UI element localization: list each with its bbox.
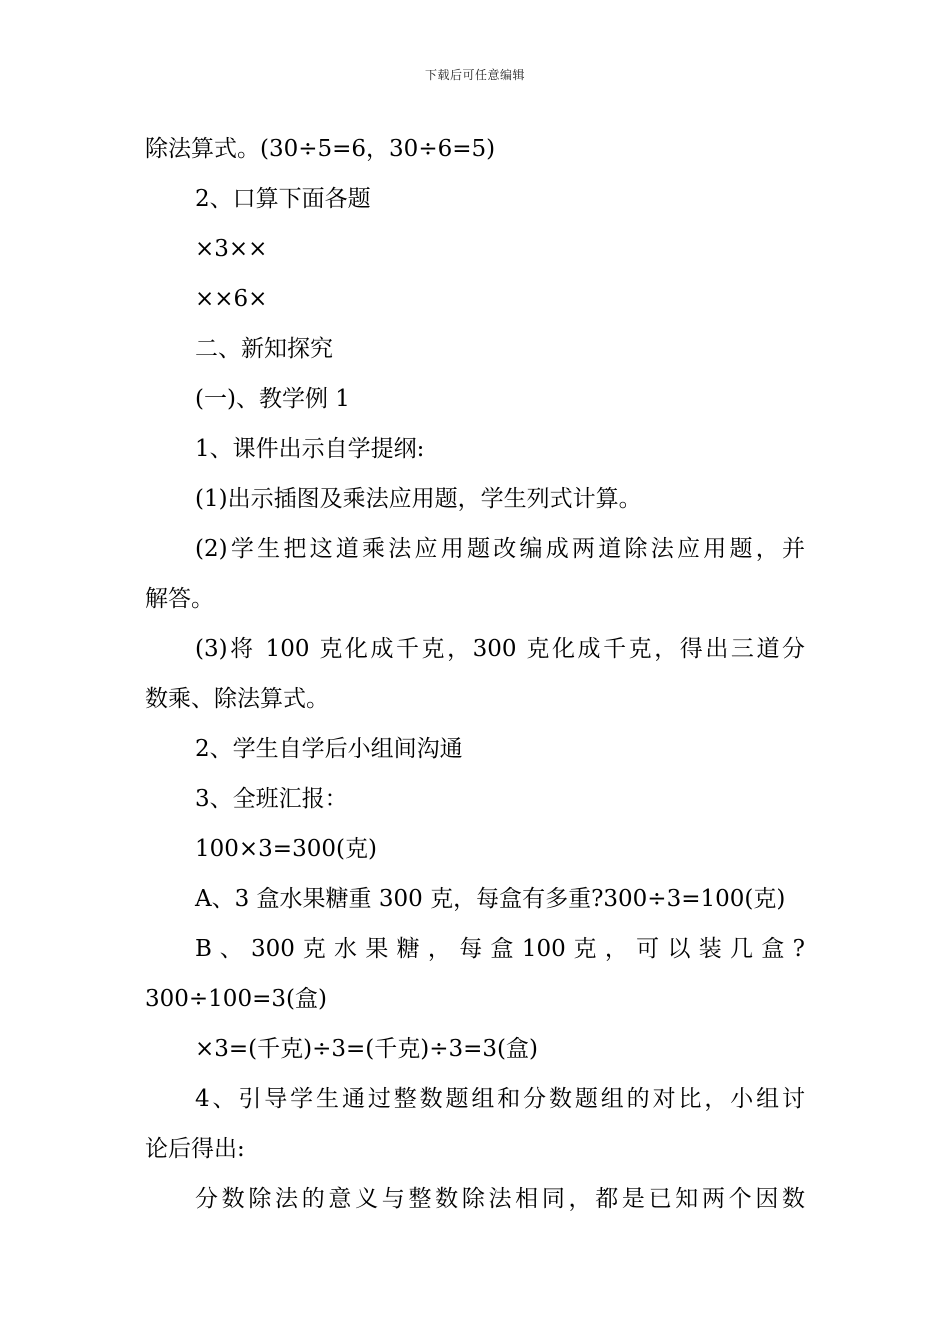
equation-line: 100×3=300(克) [195,836,377,862]
text-line: 3、全班汇报： [195,786,348,812]
text-line: 解答。 [145,586,214,612]
text-line: 2、学生自学后小组间沟通 [195,736,463,762]
text-line: 2、口算下面各题 [195,186,371,212]
text-line: 1、课件出示自学提纲: [195,436,425,462]
text-line: 4、引导学生通过整数题组和分数题组的对比，小组讨 [195,1086,805,1112]
text-line: A、3 盒水果糖重 300 克，每盒有多重?300÷3=100(克) [195,886,786,912]
text-line: ×3×× [195,236,268,262]
section-heading: 二、新知探究 [195,336,333,362]
text-line: 除法算式。(30÷5=6，30÷6=5) [145,136,496,162]
equation-line: 300÷100=3(盒) [145,986,327,1012]
subsection-heading: (一)、教学例 1 [195,386,350,412]
text-line: (3)将 100 克化成千克，300 克化成千克，得出三道分 [195,636,805,662]
text-line: ××6× [195,286,268,312]
text-line: (2)学生把这道乘法应用题改编成两道除法应用题，并 [195,536,805,562]
text-line: B 、 300 克 水 果 糖 ， 每 盒 100 克 ， 可 以 装 几 盒 ? [195,936,805,962]
text-line: 数乘、除法算式。 [145,686,329,712]
equation-line: ×3=(千克)÷3=(千克)÷3=3(盒) [195,1036,539,1062]
text-line: 分数除法的意义与整数除法相同，都是已知两个因数 [195,1186,805,1212]
page-header: 下载后可任意编辑 [424,68,525,82]
text-line: 论后得出: [145,1136,245,1162]
text-line: (1)出示插图及乘法应用题，学生列式计算。 [195,486,642,512]
